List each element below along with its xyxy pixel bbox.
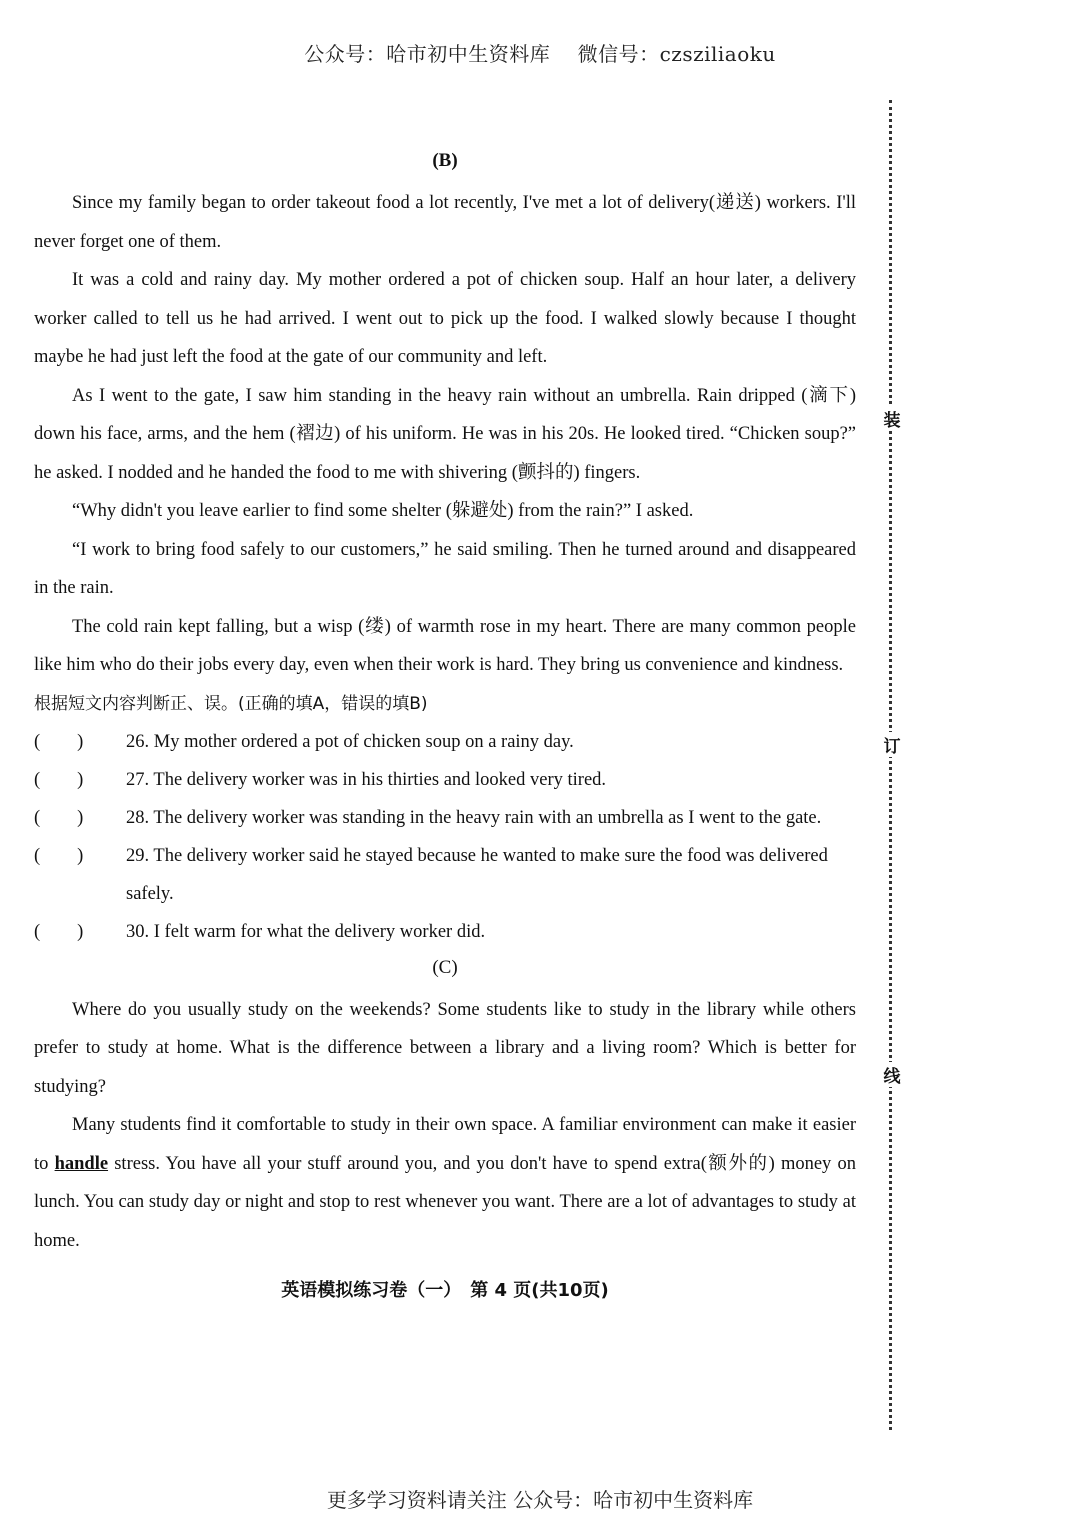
- page-number: 英语模拟练习卷（一） 第 4 页(共10页): [281, 1280, 609, 1301]
- passage-b-paragraph: The cold rain kept falling, but a wisp (缕) of warmth rose in my heart. There are many common people like him who do their jobs every day, even when their work is hard. They bring us convenience and kindness.: [34, 616, 856, 675]
- exam-content: [34, 150, 856, 1302]
- question-item: [34, 761, 856, 799]
- answer-blank[interactable]: ( ): [34, 731, 84, 752]
- page-header: 公众号：哈市初中生资料库 微信号：czsziliaoku: [304, 42, 776, 66]
- question-instruction: 根据短文内容判断正、误。(正确的填A，错误的填B): [34, 693, 428, 714]
- question-text: 26. My mother ordered a pot of chicken soup on a rainy day.: [126, 731, 574, 752]
- passage-b-paragraph: As I went to the gate, I saw him standing in the heavy rain without an umbrella. Rain dripped (滴下) down his face, arms, and the hem (褶边) of his uniform. He was in his 20s. He looked tired. “Chicken soup?” he asked. I nodded and he handed the food to me with shivering (颤抖的) fingers.: [34, 385, 856, 483]
- passage-b-paragraph: Since my family began to order takeout food a lot recently, I've met a lot of delivery(递送) workers. I'll never forget one of them.: [34, 193, 856, 252]
- question-item: [34, 799, 856, 837]
- section-c-title: (C): [432, 956, 458, 978]
- binding-char-xian: 线: [880, 1062, 904, 1087]
- binding-char-ding: 订: [880, 732, 904, 757]
- passage-c-text: stress. You have all your stuff around you, and you don't have to spend extra(额外的) money on lunch. You can study day or night and stop to rest whenever you want. There are a lot of advantages to study at home.: [34, 1153, 856, 1251]
- question-text: 28. The delivery worker was standing in the heavy rain with an umbrella as I went to the gate.: [126, 807, 822, 828]
- question-item: [34, 837, 856, 913]
- passage-c-paragraph: Where do you usually study on the weekends? Some students like to study in the library while others prefer to study at home. What is the difference between a library and a living room? Which is better for studying?: [34, 999, 856, 1097]
- underlined-word: handle: [54, 1153, 109, 1174]
- question-item: [34, 913, 856, 951]
- passage-c-text: Many students find it comfortable to study in their own space. A familiar environment can make it easier to: [34, 1115, 856, 1174]
- section-b-title: (B): [432, 150, 458, 171]
- question-item: [34, 723, 856, 761]
- binding-line: [880, 100, 900, 1430]
- passage-b-paragraph: “I work to bring food safely to our customers,” he said smiling. Then he turned around and disappeared in the rain.: [34, 539, 856, 598]
- binding-dotted-line: [889, 100, 892, 1430]
- answer-blank[interactable]: ( ): [34, 845, 84, 866]
- answer-blank[interactable]: ( ): [34, 921, 84, 942]
- answer-blank[interactable]: ( ): [34, 807, 84, 828]
- answer-blank[interactable]: ( ): [34, 769, 84, 790]
- page-footer: 更多学习资料请关注 公众号：哈市初中生资料库: [326, 1488, 754, 1512]
- question-text: 30. I felt warm for what the delivery worker did.: [126, 921, 486, 942]
- binding-char-zhuang: 装: [880, 406, 904, 431]
- question-text: 27. The delivery worker was in his thirties and looked very tired.: [126, 769, 607, 790]
- question-text: 29. The delivery worker said he stayed because he wanted to make sure the food was delivered safely.: [126, 845, 828, 904]
- passage-b-paragraph: “Why didn't you leave earlier to find some shelter (躲避处) from the rain?” I asked.: [72, 501, 694, 521]
- passage-b-paragraph: It was a cold and rainy day. My mother ordered a pot of chicken soup. Half an hour later, a delivery worker called to tell us he had arrived. I went out to pick up the food. I walked slowly because I thought maybe he had just left the food at the gate of our community and left.: [34, 270, 856, 367]
- passage-c-paragraph: [34, 1106, 856, 1260]
